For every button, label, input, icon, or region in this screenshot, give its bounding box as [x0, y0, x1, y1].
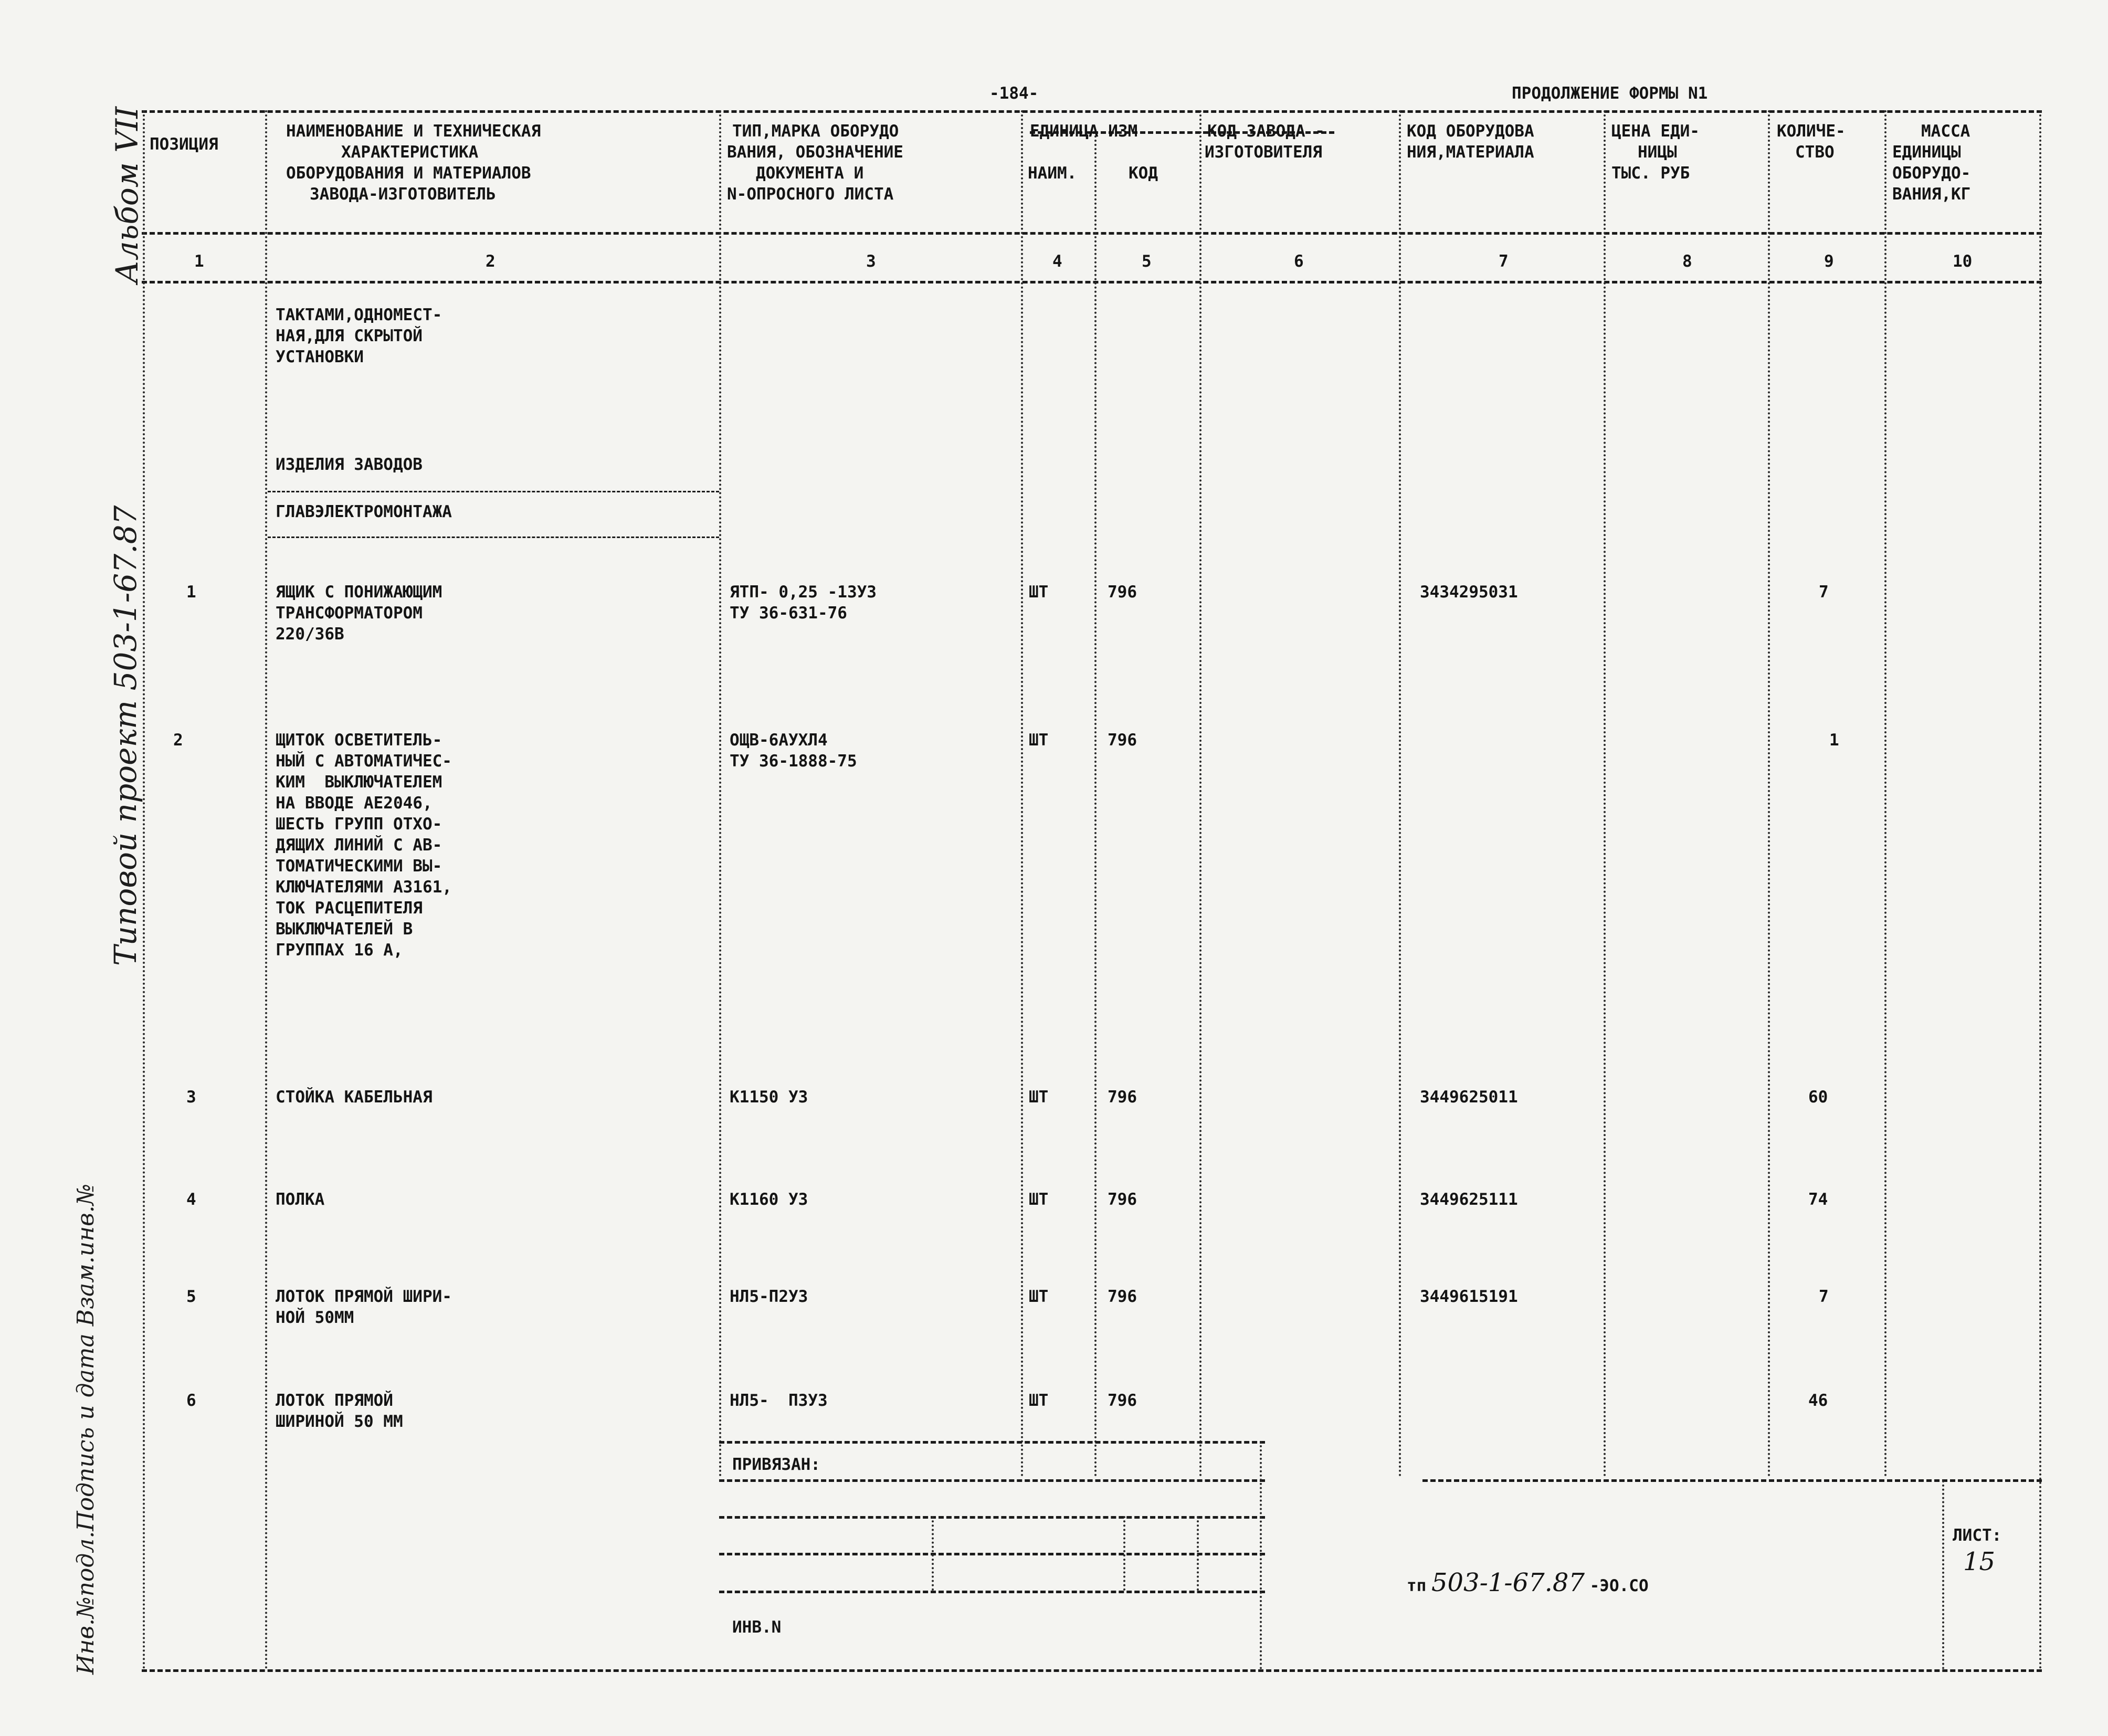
row5-type: НЛ5-П2У3 — [730, 1287, 808, 1306]
col-sep-3 — [1021, 110, 1023, 1478]
header-type-l3: ДОКУМЕНТА И — [756, 164, 864, 183]
project-label: Типовой проект 503-1-67.87 — [108, 505, 143, 966]
row2-type-l2: ТУ 36-1888-75 — [730, 752, 857, 771]
row2-unit: ШТ — [1029, 731, 1049, 750]
titleblock-rule-4 — [719, 1553, 1265, 1555]
col-sep-10 — [2039, 110, 2041, 1670]
header-price-l3: ТЫС. РУБ — [1611, 164, 1690, 183]
colnum-10: 10 — [1953, 252, 1973, 271]
row2-name-l6: ДЯЩИХ ЛИНИЙ С АВ- — [276, 836, 442, 855]
approval-stamp-labels: Инв.№подл.Подпись и дата Взам.инв.№ — [72, 1183, 99, 1675]
row4-name: ПОЛКА — [276, 1190, 325, 1209]
row2-name-l5: ШЕСТЬ ГРУПП ОТХО- — [276, 815, 442, 834]
row1-unit: ШТ — [1029, 583, 1049, 602]
row1-type-l2: ТУ 36-631-76 — [730, 604, 847, 623]
row1-type-l1: ЯТП- 0,25 -13У3 — [730, 583, 877, 602]
rule-top — [142, 110, 2042, 113]
header-unit-name: НАИМ. — [1028, 164, 1077, 183]
row2-name-l8: КЛЮЧАТЕЛЯМИ А3161, — [276, 878, 452, 897]
row6-name-l2: ШИРИНОЙ 50 ММ — [276, 1412, 403, 1431]
row4-equipment-code: 3449625111 — [1420, 1190, 1518, 1209]
inventory-number-label: ИНВ.N — [732, 1618, 782, 1637]
header-unit: ЕДИНИЦА ИЗМ — [1030, 122, 1138, 141]
col-sep-8 — [1768, 110, 1770, 1478]
header-equipment-code-l2: НИЯ,МАТЕРИАЛА — [1407, 143, 1534, 162]
row1-name-l2: ТРАНСФОРМАТОРОМ — [276, 604, 423, 623]
col-sep-9 — [1884, 110, 1886, 1478]
document-designation — [1407, 1568, 1649, 1597]
header-factory-code-l2: ИЗГОТОВИТЕЛЯ — [1205, 143, 1322, 162]
row5-name-l1: ЛОТОК ПРЯМОЙ ШИРИ- — [276, 1287, 452, 1306]
row3-unit-code: 796 — [1108, 1088, 1137, 1107]
row6-unit-code: 796 — [1108, 1391, 1137, 1410]
header-price-l2: НИЦЫ — [1638, 143, 1677, 162]
sheet-sep — [1942, 1480, 1944, 1669]
header-name-l3: ОБОРУДОВАНИЯ И МАТЕРИАЛОВ — [286, 164, 531, 183]
colnum-7: 7 — [1499, 252, 1509, 271]
continuation-title: ПРОДОЛЖЕНИЕ ФОРМЫ N1 — [1512, 84, 1708, 103]
row3-equipment-code: 3449625011 — [1420, 1088, 1518, 1107]
bound-label: ПРИВЯЗАН: — [732, 1455, 820, 1474]
row3-position: 3 — [186, 1088, 196, 1107]
row2-quantity: 1 — [1829, 731, 1839, 750]
colnum-6: 6 — [1294, 252, 1304, 271]
header-qty-l2: СТВО — [1795, 143, 1835, 162]
row4-position: 4 — [186, 1190, 196, 1209]
row5-unit-code: 796 — [1108, 1287, 1137, 1306]
header-mass-l4: ВАНИЯ,КГ — [1892, 185, 1971, 204]
row2-position: 2 — [173, 731, 183, 750]
titleblock-rule-1 — [719, 1441, 1265, 1444]
header-mass-l1: МАССА — [1921, 122, 1970, 141]
row2-unit-code: 796 — [1108, 731, 1137, 750]
header-qty-l1: КОЛИЧЕ- — [1777, 122, 1846, 141]
cont-name-l3: УСТАНОВКИ — [276, 348, 364, 366]
header-type-l4: N-ОПРОСНОГО ЛИСТА — [727, 185, 894, 204]
section-heading-l1: ИЗДЕЛИЯ ЗАВОДОВ — [276, 455, 423, 474]
header-name-l2: ХАРАКТЕРИСТИКА — [341, 143, 479, 162]
row4-type: К1160 У3 — [730, 1190, 808, 1209]
col-sep-7 — [1604, 110, 1606, 1478]
header-name-l4: ЗАВОДА-ИЗГОТОВИТЕЛЬ — [310, 185, 496, 204]
header-factory-code-l1: КОД ЗАВОДА - — [1207, 122, 1325, 141]
row1-position: 1 — [186, 583, 196, 602]
row5-quantity: 7 — [1819, 1287, 1829, 1306]
doc-number-handwritten: 503-1-67.87 — [1431, 1568, 1585, 1597]
row6-name-l1: ЛОТОК ПРЯМОЙ — [276, 1391, 393, 1410]
header-type-l1: ТИП,МАРКА ОБОРУДО — [732, 122, 899, 141]
sheet-number: 15 — [1963, 1547, 1996, 1576]
doc-suffix: -ЭО.СО — [1589, 1576, 1649, 1595]
page-number: -184- — [989, 84, 1039, 103]
album-label: Альбом VII — [109, 107, 145, 283]
titleblock-sep-3 — [1197, 1516, 1199, 1591]
colnum-8: 8 — [1682, 252, 1692, 271]
header-name-l1: НАИМЕНОВАНИЕ И ТЕХНИЧЕСКАЯ — [286, 122, 541, 141]
row3-unit: ШТ — [1029, 1088, 1049, 1107]
row3-name: СТОЙКА КАБЕЛЬНАЯ — [276, 1088, 433, 1107]
rule-colnums — [142, 281, 2042, 283]
titleblock-sep-1 — [932, 1516, 934, 1591]
rule-titleblock — [1422, 1479, 2042, 1482]
sheet-label: ЛИСТ: — [1953, 1526, 2002, 1545]
colnum-2: 2 — [486, 252, 496, 271]
row2-name-l4: НА ВВОДЕ АЕ2046, — [276, 794, 433, 813]
row2-name-l7: ТОМАТИЧЕСКИМИ ВЫ- — [276, 857, 442, 876]
header-type-l2: ВАНИЯ, ОБОЗНАЧЕНИЕ — [727, 143, 903, 162]
header-mass-l2: ЕДИНИЦЫ — [1892, 143, 1961, 162]
row1-unit-code: 796 — [1108, 583, 1137, 602]
rule-header — [142, 232, 2042, 235]
section-heading-l2: ГЛАВЭЛЕКТРОМОНТАЖА — [276, 502, 452, 521]
row2-name-l1: ЩИТОК ОСВЕТИТЕЛЬ- — [276, 731, 442, 750]
row3-quantity: 60 — [1808, 1088, 1828, 1107]
titleblock-sep-2 — [1123, 1516, 1125, 1591]
header-unit-code: КОД — [1129, 164, 1158, 183]
colnum-1: 1 — [194, 252, 204, 271]
titleblock-rule-2 — [719, 1479, 1265, 1482]
row5-position: 5 — [186, 1287, 196, 1306]
row1-name-l3: 220/36В — [276, 625, 344, 644]
titleblock-sep-4 — [1260, 1441, 1262, 1669]
colnum-3: 3 — [866, 252, 876, 271]
row2-name-l2: НЫЙ С АВТОМАТИЧЕС- — [276, 752, 452, 771]
row4-quantity: 74 — [1808, 1190, 1828, 1209]
titleblock-rule-3 — [719, 1516, 1265, 1519]
col-sep-0 — [143, 110, 145, 1670]
row5-equipment-code: 3449615191 — [1420, 1287, 1518, 1306]
col-sep-6 — [1399, 110, 1401, 1478]
colnum-9: 9 — [1824, 252, 1834, 271]
row4-unit-code: 796 — [1108, 1190, 1137, 1209]
col-sep-1 — [265, 110, 267, 1670]
row6-position: 6 — [186, 1391, 196, 1410]
row2-name-l9: ТОК РАСЦЕПИТЕЛЯ — [276, 899, 423, 918]
row2-type-l1: ОЩВ-6АУХЛ4 — [730, 731, 828, 750]
doc-prefix: тп — [1407, 1576, 1427, 1595]
row6-quantity: 46 — [1808, 1391, 1828, 1410]
row6-type: НЛ5- П3У3 — [730, 1391, 828, 1410]
header-mass-l3: ОБОРУДО- — [1892, 164, 1971, 183]
col-sep-4 — [1094, 131, 1097, 1478]
rule-bottom — [142, 1669, 2042, 1672]
section-rule-2 — [268, 536, 719, 538]
row2-name-l3: КИМ ВЫКЛЮЧАТЕЛЕМ — [276, 773, 442, 792]
section-rule-1 — [268, 491, 719, 492]
row6-unit: ШТ — [1029, 1391, 1049, 1410]
header-equipment-code-l1: КОД ОБОРУДОВА — [1407, 122, 1534, 141]
col-sep-2 — [719, 110, 721, 1478]
header-position: ПОЗИЦИЯ — [150, 135, 218, 154]
row1-quantity: 7 — [1819, 583, 1829, 602]
row4-unit: ШТ — [1029, 1190, 1049, 1209]
cont-name-l1: ТАКТАМИ,ОДНОМЕСТ- — [276, 306, 442, 324]
row2-name-l10: ВЫКЛЮЧАТЕЛЕЙ В — [276, 920, 413, 939]
col-sep-5 — [1199, 110, 1201, 1478]
row1-equipment-code: 3434295031 — [1420, 583, 1518, 602]
row2-name-l11: ГРУППАХ 16 А, — [276, 941, 403, 960]
colnum-5: 5 — [1142, 252, 1152, 271]
header-price-l1: ЦЕНА ЕДИ- — [1611, 122, 1700, 141]
titleblock-rule-5 — [719, 1591, 1265, 1593]
cont-name-l2: НАЯ,ДЛЯ СКРЫТОЙ — [276, 327, 423, 345]
row5-unit: ШТ — [1029, 1287, 1049, 1306]
row1-name-l1: ЯЩИК С ПОНИЖАЮЩИМ — [276, 583, 442, 602]
row5-name-l2: НОЙ 50ММ — [276, 1308, 354, 1327]
colnum-4: 4 — [1052, 252, 1062, 271]
row3-type: К1150 У3 — [730, 1088, 808, 1107]
